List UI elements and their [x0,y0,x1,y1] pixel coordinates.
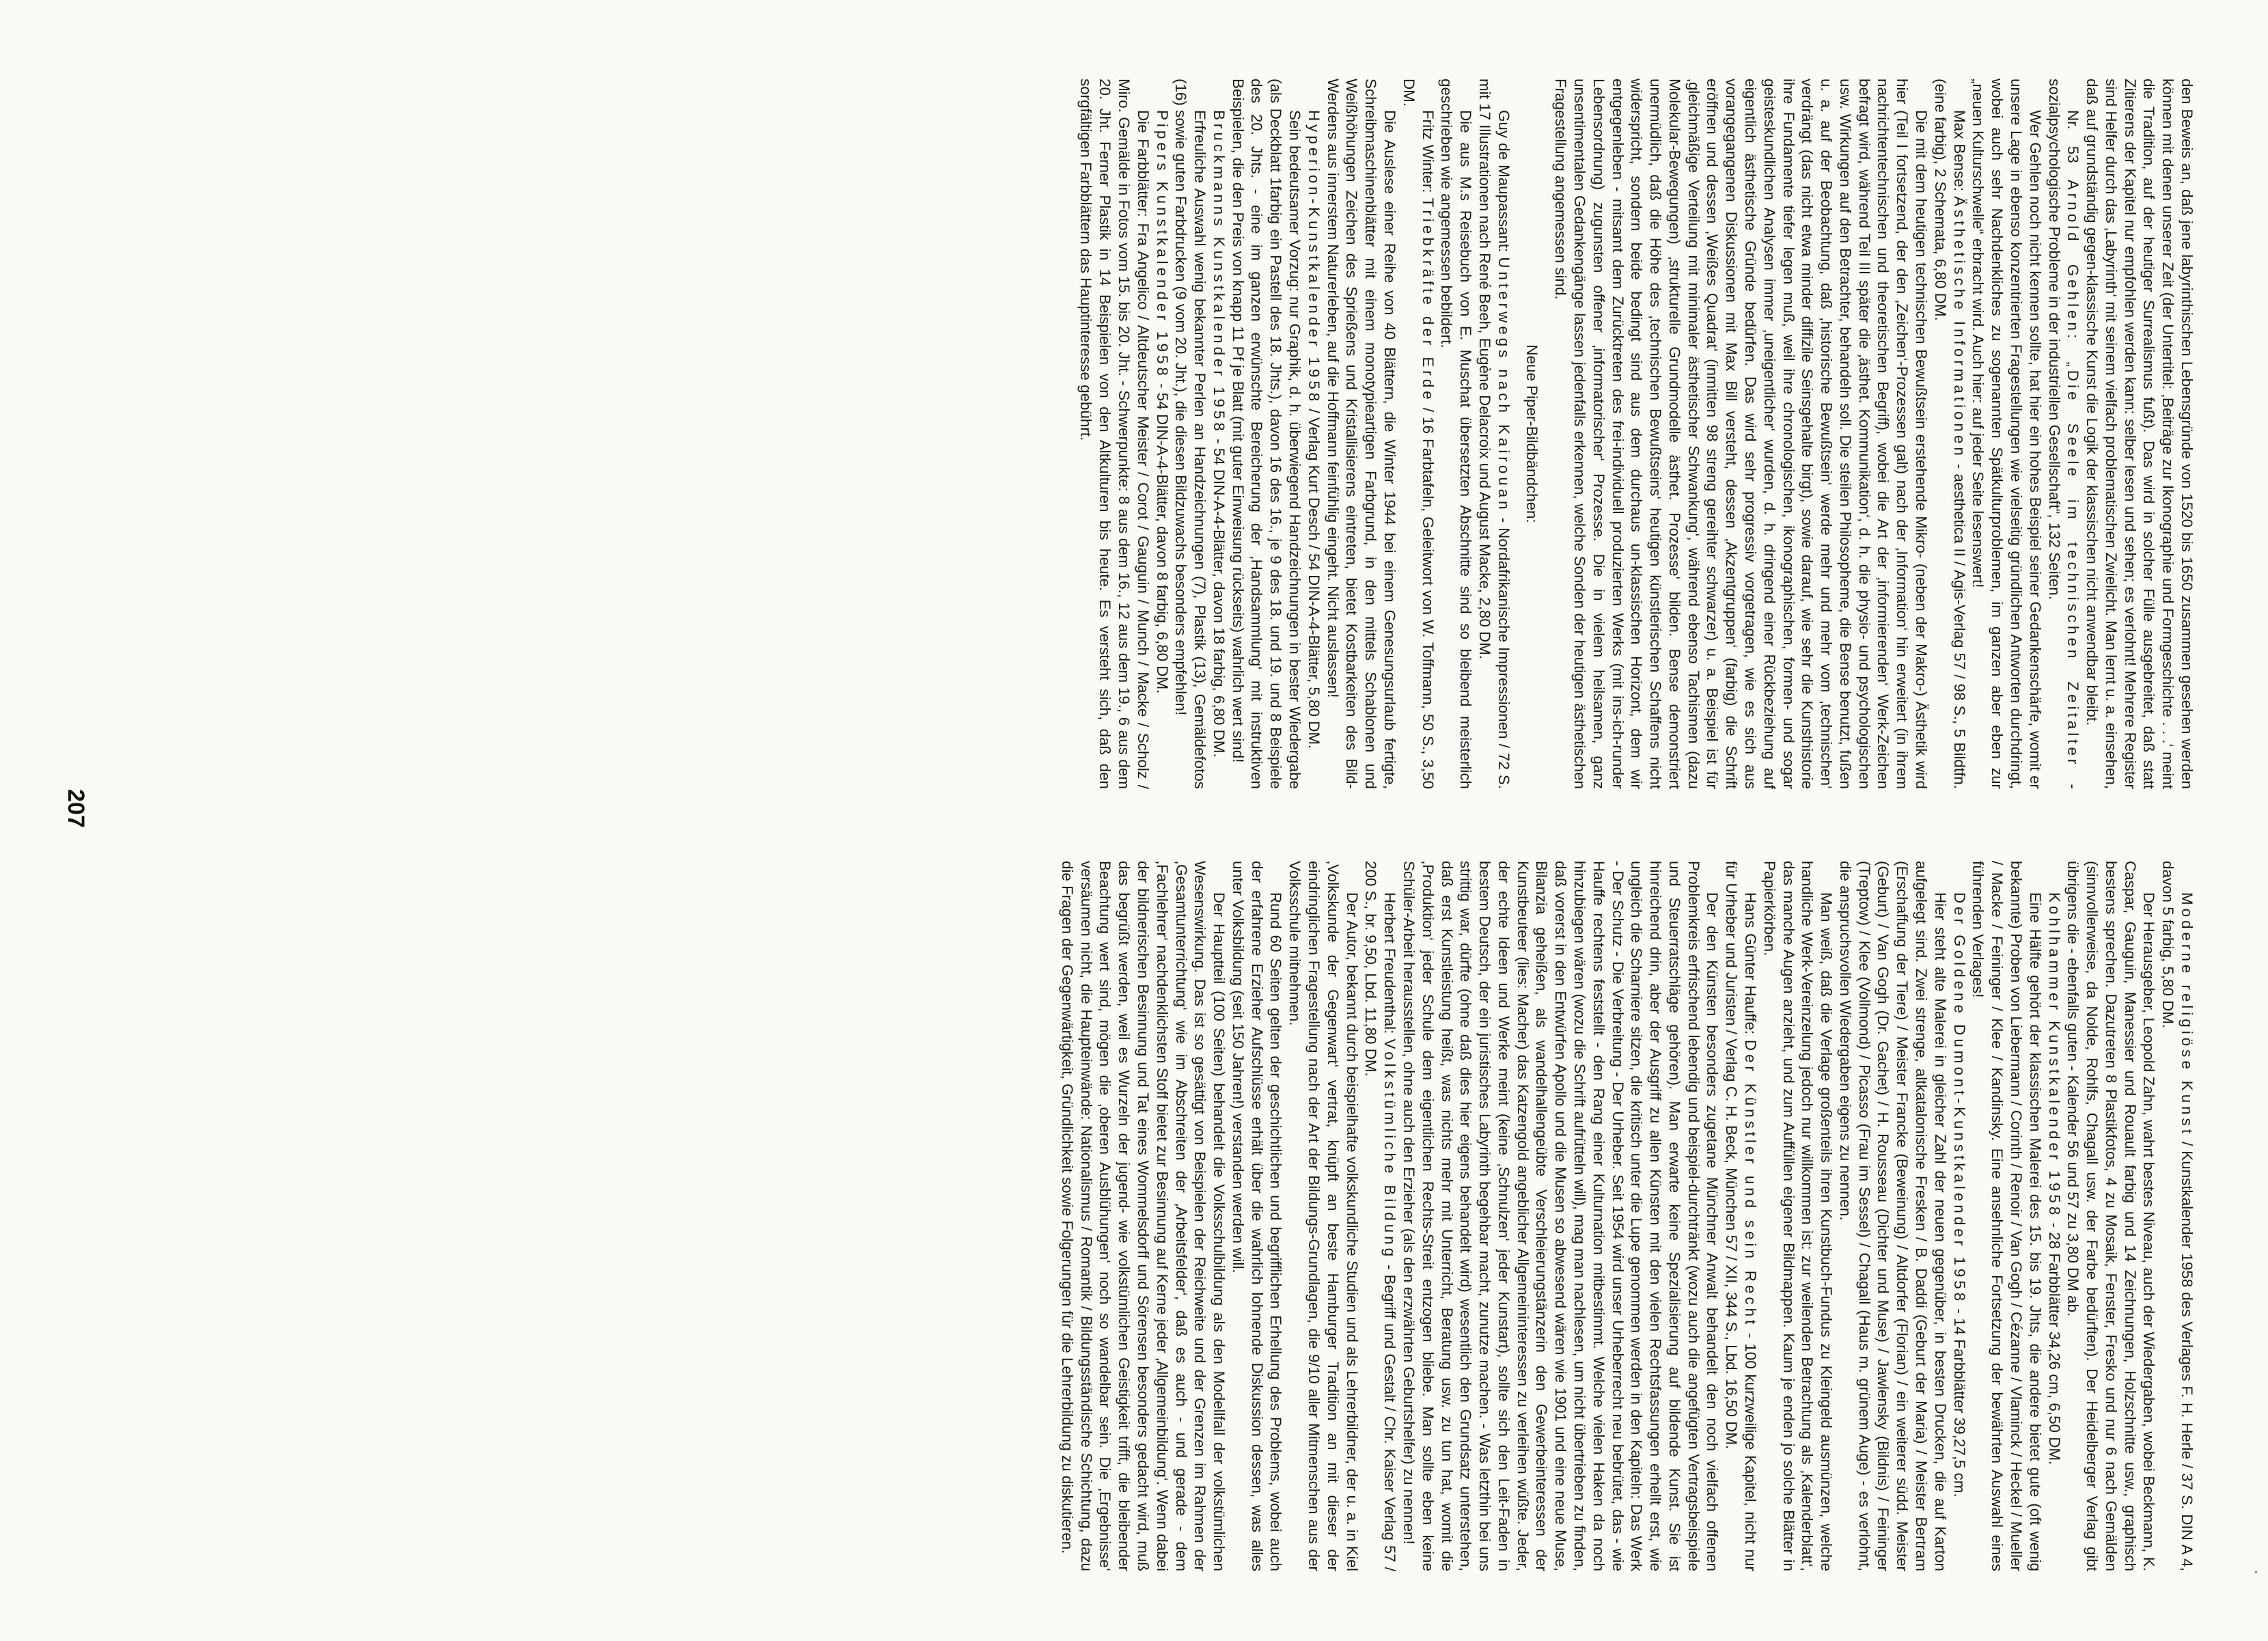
review-heading [1475,79,1513,789]
heading-details: - sozialpsychologische Probleme in der industriellen Gesellschaft“, 132 Seiten. [2045,79,2082,789]
heading-details: / Verlag Kurt Desch / 54 DIN-A-4-Blätter, 5,80 DM. [1305,404,1323,749]
review-heading [1931,79,1969,789]
heading-title: Hyperion-Kunstkalender 1958 [1305,110,1323,405]
scan-dust-mark [2255,1571,2257,1573]
heading-title: Volkstümliche Bildung [1381,1038,1399,1260]
paragraph: Rund 60 Seiten gelten der geschichtlichen und begrifflichen Erhellung des Problems, wobei auch der erfahrene Erzieher Aufschlüsse erhält über die wahrlich lohnende Diskussion dessen, was alles unter Volksbildung (seit 150 Jahren!) verstanden werden will. [1229,861,1285,1571]
heading-title: Bruckmanns Kunstkalender 1958 [1210,110,1228,435]
paragraph: Der Hauptteil (100 Seiten) behandelt die Volksschulbildung als den Modellfall der volkstümlichen Wesenswirkung. Das ist so gesättigt von Beispielen der Reichweite und der Grenzen im Rahmen der ‚Gesamtunterrichtung‘ wie im Abschreiten der ‚Arbeitsfelder‘, daß es auch - und gerade - dem ‚Fachlehrer‘ nachdenklichsten Stoff bietet zur Besinnung auf Kerne jeder ‚Allgemeinbildung‘. Wenn dabei der bildnerischen Besinnung und Tat eines Wommelsdorff und Sörensen besonders gedacht wird, muß das begrüßt werden, weil es Wurzeln der jugend- wie volkstümlichen Geistigkeit trifft, die bleibender Beachtung wert sind, mögen die ‚oberen Ausblühungen‘ noch so wandelbar sein. Die ‚Ergebnisse‘ versäumen nicht, die Haupteinwände: Nationalismus / Romantik / Bildungsständische Schichtung, dazu die Fragen der Gegenwärtigkeit, Gründlichkeit sowie Folgerungen für die Lehrerbildung zu diskutieren. [1058,861,1228,1571]
paragraph: Die mit dem heutigen technischen Bewußtsein erstehende Mikro- (neben der Makro-) Ästhetik wird hier (Teil I fortsetzend, der den ‚Zeichen‘-Prozessen galt) nach der ‚Information‘ hin erweitert (in ihrem nachrichtentechnischen und theoretischen Begriff), wobei die Art der ‚informierenden‘ Werk-Zeichen befragt wird, während Teil III später die ‚ästhet. Kommunikation‘, d. h. die physio- und psychologischen usw. Wirkungen auf den Betrachter, behandeln soll. Die steilen Philosopheme, die Bense benutzt, fußen u. a. auf der Beobachtung, daß ‚historische Bewußtsein‘ werde mehr und mehr vom ‚technischen‘ verdrängt (das nicht etwa minder diffizile Seinsgehalte birgt), sowie darauf, wie sehr die Kunsthistorie ihre Fundamente tiefer legen muß, weil ihre chronologischen, ikonographischen, formen- und sogar geisteskundlichen Analysen immer ‚uneigentlicher‘ wurden, d. h. dringend einer Rückbeziehung auf eigentlich ästhetische Gründe bedürfen. Das wird sehr progressiv vorgetragen, wie es sich aus vorangegangenen Diskussionen mit Max Bill versteht, dessen ‚Akzentgruppen‘ (farbig) die Schrift eröffnen und dessen ‚Weißes Quadrat‘ (inmitten 98 streng gereihter schwarzer) u. a. Beispiel ist für ‚gleichmäßige Verteilung mit minimaler ästhetischer Schwankung‘, während ebenso Tachismen (dazu Molekular-Bewegungen) ‚strukturelle Grundmodelle ästhet. Prozesse‘ bilden. Bense demonstriert unermüdlich, daß die Höhe des ‚technischen Bewußtseins‘ heutigen künstlerischen Schaffens nicht widerspricht, sondern beide bedingt sind aus dem durchaus un-klassischen Horizont, dem wir entgegenleben - mitsamt dem Zurücktreten des frei-individuell produzierten Werks (mit ins-ich-runder Lebensordnung) zugunsten offener ‚informatorischer‘ Prozesse. Die in vielem heilsamen, ganz unsentimentalen Gedankengänge lassen jedenfalls erkennen, welche Sonden der heutigen ästhetischen Fragestellung angemessen sind. [1552,79,1931,789]
heading-author: Max Bense: [1950,110,1968,197]
heading-title: Arnold Gehlen: „Die Seele im technischen Zeitalter [2064,179,2082,768]
review-heading [2158,861,2196,1571]
heading-details: - Nordafrikanische Impressionen / 72 S. mit 17 Illustrationen nach René Beeh, Eugène Delacroix und August Macke, 2,80 DM. [1476,79,1512,789]
review-heading [1304,79,1323,789]
heading-details: / 16 Farbtafeln, Geleitwort von W. Toffmann, 50 S., 3,50 DM. [1400,79,1437,789]
review-heading [1721,861,1760,1571]
review-heading [1399,79,1437,789]
paragraph: Der den Künsten besonders zugetane Münchner Anwalt behandelt den noch vielfach offenen Problemkreis erfrischend lebendig und beispiel-durchtränkt (wozu auch die angefügten Vertragsbeispiele und Steuerratschläge gehören). Man erwarte keine Spezialisierung auf bildende Kunst. Sie ist hinreichend drin, aber der Ausgriff zu allen Künsten mit den vielen Rechtsfassungen erhellt erst, wie ungleich die Scharniere sitzen, die kritisch unter die Lupe genommen werden in den Kapiteln: Das Werk - Der Schutz - Die Verbreitung - Der Urheber. Seit 1954 wird unser Urheberrecht neu bebrütet, das - wie Hauffe rechtens feststellt - den Rang einer Kulturnation mitbestimmt. Welche vielen Haken da noch hinzubiegen wären (wozu die Schrift aufrütteln will), mag man nachlesen, um nicht übertrieben zu finden, daß vorerst in den Entwürfen Apollo und die Musen so abwesend wären wie 1901 und eine neue Muse, Bilanzia geheißen, als wandelhallengeübte Verschleierungstänzerin den Gewerbeinteressen der Kunstbeuteer (lies: Macher) das Katzengold angeblicher Allgemeininteressen zu verleihen wüßte. Jeder, der echte Ideen und Werke meint (keine ‚Schnulzen‘ jeder Kunstart), sollte sich den Leit-Faden in bestem Deutsch, der ein juristisches Labyrinth begehbar macht, zunutze machen. - Was letzthin bei uns strittig war, dürfte (ohne daß dies hier eigens behandelt wird) wesentlich den Grundsatz unterstehen, daß erst Kunstleistung heißt, was nichts mehr mit Unterricht, Beratung usw. zu tun hat, womit die ‚Produktion‘ jeder Schule dem eigentlichen Rechts-Streit entzogen bliebe. Man sollte eben keine Schüler-Arbeit herausstellen, ohne auch den Erzieher (als den erzwährten Geburtshelfer) zu nennen! [1400,861,1721,1571]
paragraph: Die Farbblätter: Fra Angelico / Altdeutscher Meister / Corot / Gauguin / Munch / Macke / Scholz / Miro. Gemälde in Fotos vom 15. bis 20. Jht. - Schwerpunkte: 8 aus dem 16., 12 aus dem 19., 6 aus dem 20. Jht. Ferner Plastik in 14 Beispielen von den Altkulturen bis heute. Es versteht sich, daß den sorgfältigen Farbblättern das Hauptinteresse gebührt. [1077,79,1152,789]
heading-details: - 28 Farbblätter 34,26 cm, 6,50 DM. [2045,1218,2063,1465]
review-heading [1950,861,1969,1571]
paragraph: Sein bedeutsamer Vorzug: nur Graphik, d. h. überwiegend Handzeichnungen in bester Wiedergabe (als Deckblatt 1farbig ein Pastell des 18. Jhts.), davon 16 des 16., je 9 des 18. und 19. und 8 Beispiele des 20. Jhts. - eine im ganzen erwünschte Bereicherung der ‚Handsammlung‘ mit instruktiven Beispielen, die den Preis von knapp 11 Pf je Blatt (mit guter Einweisung rückseits) wahrlich wert sind! [1229,79,1304,789]
heading-author: Nr. 53 [2064,110,2082,180]
paragraph: Man weiß, daß die Verlage großenteils ihren Kunstbuch-Fundus zu Kleingeld ausmünzen, welche handliche Werk-Vereinzelung jedoch nur willkommen ist: zur weilenden Betrachtung als ‚Kalenderblatt‘, das manche Augen anzieht, und zum Auffüllen eigener Bildmappen. Kaum je enden jo solche Blätter in Papierkörben. [1760,861,1836,1571]
heading-title: Kohlhammer Kunstkalender 1958 [2045,892,2063,1219]
heading-title: Der Künstler und sein Recht [1742,1039,1760,1328]
heading-details: / Kunstkalender 1958 des Verlages F. H. Herle / 37 S. DIN A 4, davon 5 farbig, 5,80 DM. [2159,861,2196,1571]
paragraph: Wer Gehlen noch nicht kennen sollte, hat hier ein hohes Beispiel seiner Gedankenschärfe, womit er unsere Lage in ebenso konzentrierten Fragestellungen wie vielseitig gründlichen Antworten durchdringt, wobei auch sehr Nachdenkliches zu sogenannten Spätkulturproblemen, im ganzen aber eben zur „neuen Kulturschwelle“ erbracht wird. Auch hier: auf jeder Seite lesenswert! [1969,79,2044,789]
heading-title: Pipers Kunstkalender 1958 [1153,110,1171,379]
paragraph: Der Herausgeber, Leopold Zahn, wahrt bestes Niveau, auch der Wiedergaben, wobei Beckmann, K. Caspar, Gauguin, Manessier und Rouault farbig und 14 Zeichnungen, Holzschnitte usw., graphisch bestens sprechen. Dazutreten 8 Plastikfotos, 4 zu Mosaik, Fenster, Fresko und nur 6 nach Gemälden (sinnvollerweise, da Nolde, Rohlfs, Chagall usw. der Farbe bedürften). Der Heidelberger Verlag gibt übrigens die - ebenfalls guten - Kalender 56 und 57 zu 3,80 DM ab. [2064,861,2158,1571]
review-heading [1152,79,1172,789]
review-heading [1209,79,1228,789]
review-heading [1361,861,1400,1571]
heading-author: Hans Günter Hauffe: [1742,892,1760,1040]
paragraph: Eine Hälfte gehört der klassischen Malerei des 15. bis 19. Jhts, die andere bietet gute (oft wenig bekannte) Proben von Liebermann / Corinth / Renoir / Van Gogh / Cézanne / Vlaminck / Heckel / Mueller / Macke / Feininger / Klee / Kandinsky. Eine ansehnliche Fortsetzung der bewährten Auswahl eines führenden Verlages! [1969,861,2044,1571]
review-heading [2045,861,2064,1571]
heading-details: - aesthetica II / Agis-Verlag 57 / 98 S., 5 Bildtfn. (eine farbig), 2 Schemata, 6,80 DM. [1931,79,1968,789]
heading-details: - 54 DIN-A-4-Blätter, davon 18 farbig, 6,80 DM. [1210,434,1228,758]
paragraph: Der Autor, bekannt durch beispielhafte volkskundliche Studien und als Lehrerbildner, der u. a. in Kiel ‚Volkskunde der Gegenwart‘ vertrat, knüpft an beste Hamburger Tradition an mit dieser der eindringlichen Fragestellung nach der Art der Bildungs-Grundlagen, die 9/10 aller Mitmenschen aus der Volksschule mitnehmen. [1286,861,1361,1571]
section-heading: Neue Piper-Bildbändchen: [1523,344,1541,523]
heading-details: - 54 DIN-A-4-Blätter, davon 8 farbig, 6,80 DM. [1153,378,1171,694]
paragraph: Hier steht alte Malerei in gleicher Zahl der neuen gegenüber, in besten Drucken, die auf Karton aufgelegt sind. Zwei strenge, altkatalonische Fresken / B. Daddi (Geburt der Maria) / Meister Bertram (Erschaffung der Tiere) / Meister Francke (Beweinung) / Altdorfer (Florian) / ein weiterer südd. Meister (Geburt) / Van Gogh (Dr. Gachet) / H. Rousseau (Dichter und Muse) / Jawlensky (Bildnis) / Feininger (Treptow) / Klee (Vollmond) / Picasso (Frau im Sessel) / Chagall (Haus m. grünem Auge) - es verlohnt, die anspruchsvollen Wiedergaben eigens zu nennen. [1836,861,1949,1571]
heading-title: Unterwegs nach Kairouan [1495,257,1512,513]
left-column [133,79,2196,789]
heading-author: Guy de Maupassant: [1495,110,1512,258]
paragraph: Die Auslese einer Reihe von 40 Blättern, die Winter 1944 bei einem Genesungsurlaub fertigte, Schreibmaschinenblätter mit einem monotypieartigen Farbgrund, in den mittels Schablonen und Weißhöhungen Zeichen des Sprießens und Kristallisierens eintreten, bietet Kostbarkeiten des Bild-Werdens aus innerstem Naturerleben, auf die Hoffmann feinfühlig eingeht. Nicht auslassen! [1324,79,1398,789]
heading-details: - 100 kurzweilige Kapitel, nicht nur für Urheber und Juristen / Verlag C. H. Beck, München 57 / XII, 344 S., Lbd. 16,50 DM. [1723,861,1760,1571]
heading-details: - 14 Farbblätter 39,27,5 cm. [1950,1304,1968,1498]
paragraph: den Beweis an, daß jene labyrinthischen Lebensgründe von 1520 bis 1650 zusammen gesehen werden können mit denen unserer Zeit (der Untertitel: ‚Beiträge zur Ikonographie und Formgeschichte . . .‘ meint die Tradition, auf der heutiger Surrealismus fußt). Das wird in solcher Fülle ausgebreitet, daß statt Zitierens der Kapitel nur empfohlen werden kann: selber lesen und sehen; es verlohnt! Mehrere Register sind Helfer durch das ‚Labyrinth‘ mit seinem vielfach problematischen Zwielicht. Man lernt u. a. einsehen, daß auf grundständig gegen-klassische Kunst die Logik der klassischen nicht anwendbar bleibt. [2084,79,2196,789]
paragraph: Erfreuliche Auswahl wenig bekannter Perlen an Handzeichnungen (7), Plastik (13), Gemäldefotos (16) sowie guten Farbdrucken (9 vom 20. Jht.), die diesen Bildzuwachs besonders empfehlen! [1172,79,1209,789]
heading-title: Moderne religiöse Kunst [2179,892,2196,1137]
heading-author: Herbert Freudenthal: [1381,892,1399,1039]
heading-author: Fritz Winter: [1419,110,1437,198]
heading-title: Ästhetische Informationen [1950,196,1968,459]
page-number: 207 [63,789,89,828]
review-heading [2045,79,2083,789]
heading-details: - Begriff und Gestalt / Chr. Kaiser Verlag 57 / 200 S., br. 9,50, Lbd. 11,80 DM. [1362,861,1399,1571]
heading-title: Der Goldene Dumont-Kunstkalender 1958 [1950,892,1968,1305]
heading-title: Triebkräfte der Erde [1419,197,1437,403]
right-column [133,861,2196,1571]
paragraph: Die aus M.s Reisebuch von E. Muschat übersetzten Abschnitte sind so bleibend meisterlich geschrieben wie angemessen bebildert. [1438,79,1475,789]
